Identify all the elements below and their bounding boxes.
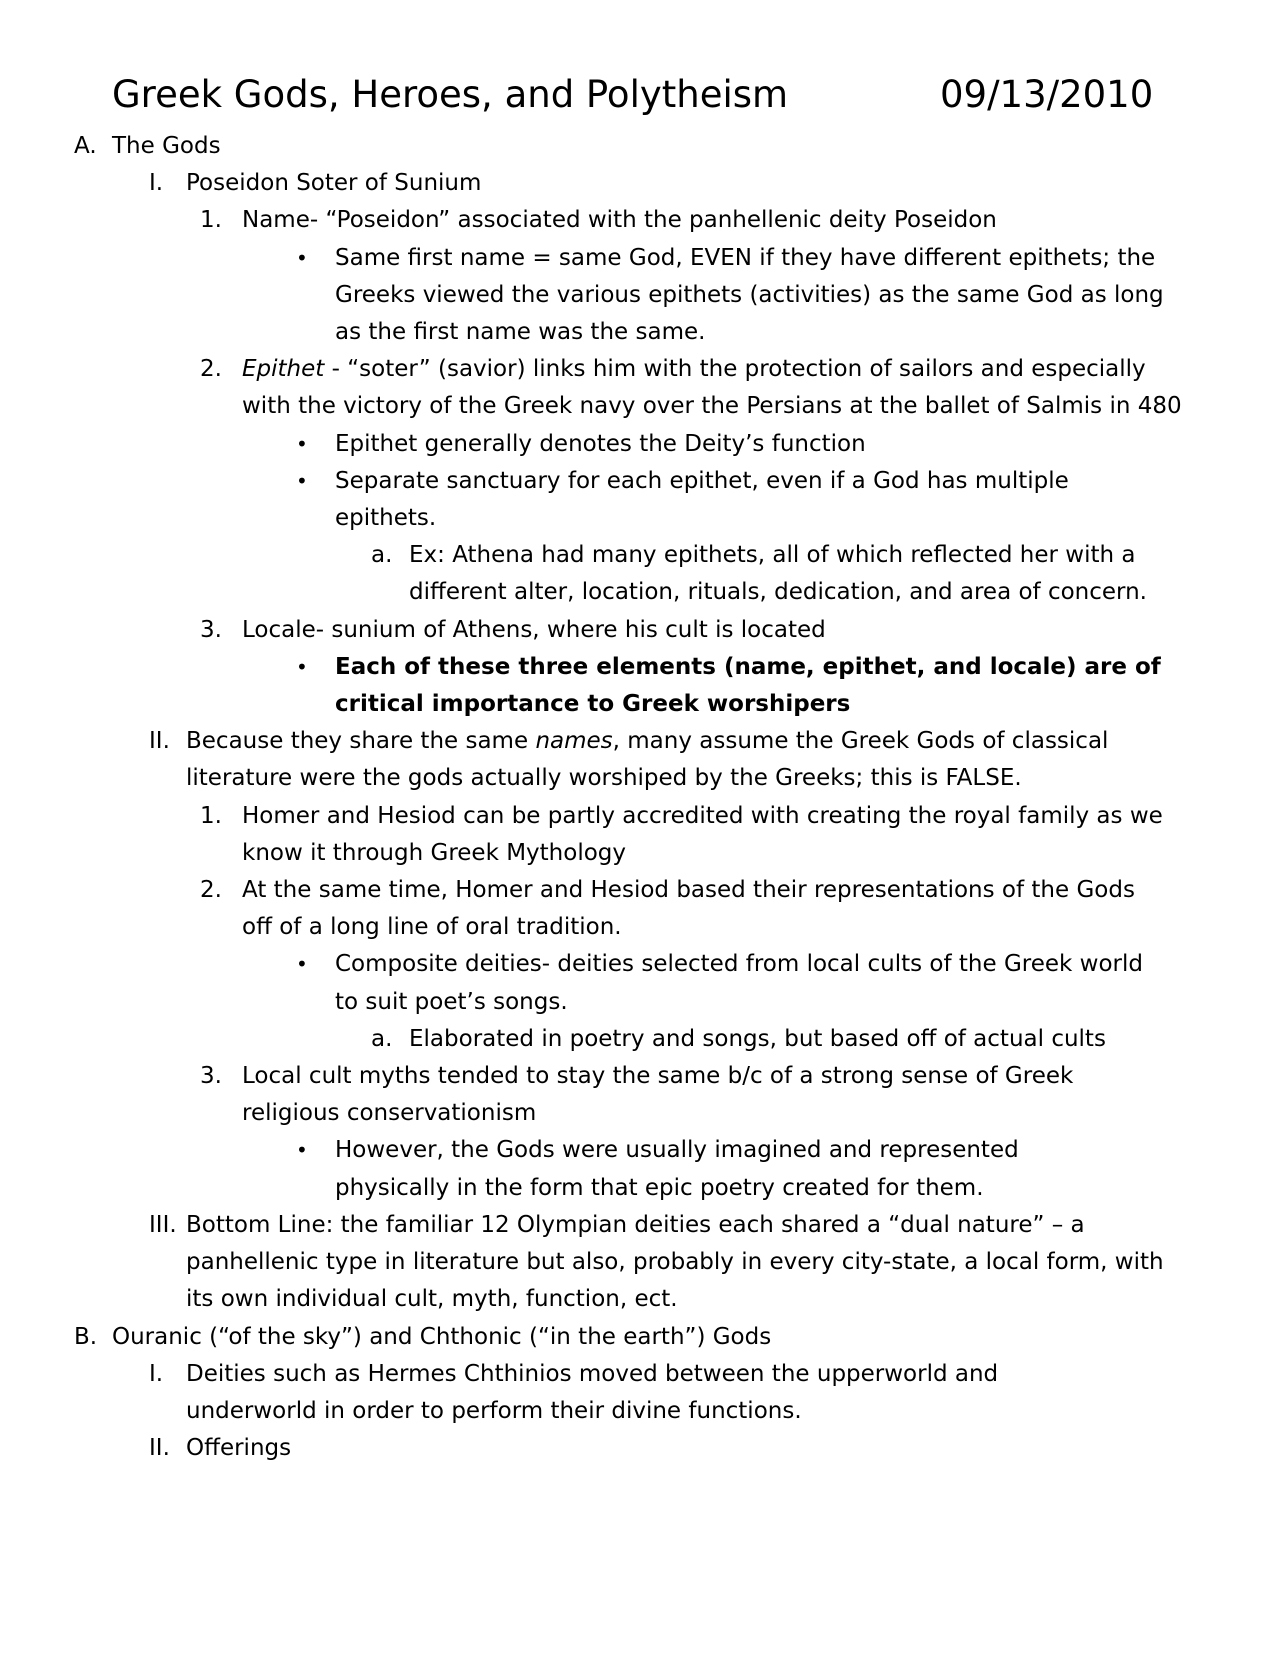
outline-item bbox=[0, 128, 1172, 165]
outline-text: Elaborated in poetry and songs, but based off of actual cults bbox=[409, 1025, 1106, 1052]
outline-item bbox=[0, 723, 1191, 797]
outline-text: Bottom Line: the familiar 12 Olympian deities each shared a “dual nature” – a panhellenic type in literature but also, probably in every city-state, a local form, with its own individual cult, myth, function, ect. bbox=[186, 1211, 1164, 1313]
notes-outline bbox=[0, 128, 1280, 1467]
outline-item bbox=[0, 165, 1172, 202]
outline-marker: III. bbox=[149, 1211, 177, 1238]
outline-marker: 3. bbox=[200, 1063, 222, 1090]
names-term: names bbox=[535, 728, 613, 755]
outline-marker: 2. bbox=[200, 877, 222, 904]
outline-text: However, the Gods were usually imagined and represented physically in the form that epic poetry created for them. bbox=[335, 1137, 1019, 1201]
outline-text: Separate sanctuary for each epithet, even if a God has multiple epithets. bbox=[335, 467, 1069, 532]
outline-item bbox=[0, 351, 1184, 425]
outline-marker: II. bbox=[149, 1435, 170, 1462]
outline-marker: a. bbox=[371, 542, 393, 569]
bullet-icon: • bbox=[296, 431, 308, 456]
outline-item bbox=[0, 1207, 1186, 1319]
outline-marker: a. bbox=[371, 1025, 393, 1052]
bullet-icon: • bbox=[296, 245, 308, 270]
outline-marker: 1. bbox=[200, 207, 222, 234]
outline-item bbox=[0, 1430, 1172, 1467]
outline-item bbox=[0, 1319, 1172, 1356]
outline-item bbox=[0, 798, 1172, 872]
outline-item bbox=[0, 1021, 1189, 1058]
outline-text: Ex: Athena had many epithets, all of which reflected her with a different alter, location, rituals, dedication, and area of concern. bbox=[409, 542, 1147, 606]
outline-text: Same first name = same God, EVEN if they have different epithets; the Greeks viewed the various epithets (activities) as the same God as long as the first name was the same. bbox=[335, 244, 1164, 346]
outline-item bbox=[0, 202, 1172, 239]
outline-item bbox=[0, 1356, 1076, 1430]
outline-text: Poseidon Soter of Sunium bbox=[186, 170, 482, 197]
outline-item bbox=[0, 946, 1155, 1020]
outline-item bbox=[0, 872, 1172, 946]
outline-text-rest: , many assume the Greek Gods of classical literature were the gods actually worshiped by the Greeks; this is FALSE. bbox=[186, 728, 1109, 792]
bullet-icon: • bbox=[296, 1138, 308, 1163]
outline-item bbox=[0, 612, 1172, 649]
outline-marker: 3. bbox=[200, 616, 222, 643]
epithet-term: Epithet bbox=[242, 356, 325, 383]
outline-item bbox=[0, 463, 1155, 537]
bullet-icon: • bbox=[296, 952, 308, 977]
outline-text: Ouranic (“of the sky”) and Chthonic (“in the earth”) Gods bbox=[112, 1323, 772, 1350]
outline-marker: 2. bbox=[200, 356, 222, 383]
outline-text-lead: Because they share the same bbox=[186, 728, 536, 755]
bullet-icon: • bbox=[296, 468, 308, 493]
outline-item bbox=[0, 240, 1185, 352]
outline-marker: B. bbox=[74, 1323, 98, 1350]
outline-marker: A. bbox=[74, 133, 97, 159]
outline-item bbox=[0, 426, 1185, 463]
outline-item bbox=[0, 1132, 1095, 1206]
outline-text: Name- “Poseidon” associated with the panhellenic deity Poseidon bbox=[242, 207, 997, 234]
document-date: 09/13/2010 bbox=[940, 73, 1154, 116]
outline-text: At the same time, Homer and Hesiod based their representations of the Gods off of a long line of oral tradition. bbox=[242, 877, 1135, 941]
outline-marker: 1. bbox=[200, 802, 222, 829]
document-title: Greek Gods, Heroes, and Polytheism bbox=[112, 73, 789, 116]
document-header bbox=[0, 70, 1280, 120]
outline-text: Deities such as Hermes Chthinios moved between the upperworld and underworld in order to perform their divine functions. bbox=[186, 1360, 999, 1424]
outline-text: Offerings bbox=[186, 1435, 292, 1462]
outline-text-rest: - “soter” (savior) links him with the protection of sailors and especially with the victory of the Greek navy over the Persians at the ballet of Salmis in 480 bbox=[242, 356, 1182, 420]
outline-text: Homer and Hesiod can be partly accredited with creating the royal family as we know it through Greek Mythology bbox=[242, 802, 1163, 866]
outline-item bbox=[0, 1058, 1162, 1132]
outline-text: Each of these three elements (name, epithet, and locale) are of critical importance to Greek worshipers bbox=[335, 653, 1161, 718]
outline-text: The Gods bbox=[112, 133, 221, 159]
outline-text bbox=[242, 351, 1184, 425]
outline-text: Local cult myths tended to stay the same b/c of a strong sense of Greek religious conservationism bbox=[242, 1063, 1074, 1127]
outline-text: Epithet generally denotes the Deity’s function bbox=[335, 430, 866, 457]
outline-marker: I. bbox=[149, 1360, 164, 1387]
bullet-icon: • bbox=[296, 654, 308, 679]
outline-text: Locale- sunium of Athens, where his cult is located bbox=[242, 616, 826, 643]
outline-text: Composite deities- deities selected from local cults of the Greek world to suit poet’s songs. bbox=[335, 951, 1143, 1015]
outline-item bbox=[0, 537, 1179, 611]
outline-marker: I. bbox=[149, 170, 164, 197]
outline-item bbox=[0, 649, 1195, 723]
outline-marker: II. bbox=[149, 728, 170, 755]
outline-text bbox=[186, 723, 1191, 797]
